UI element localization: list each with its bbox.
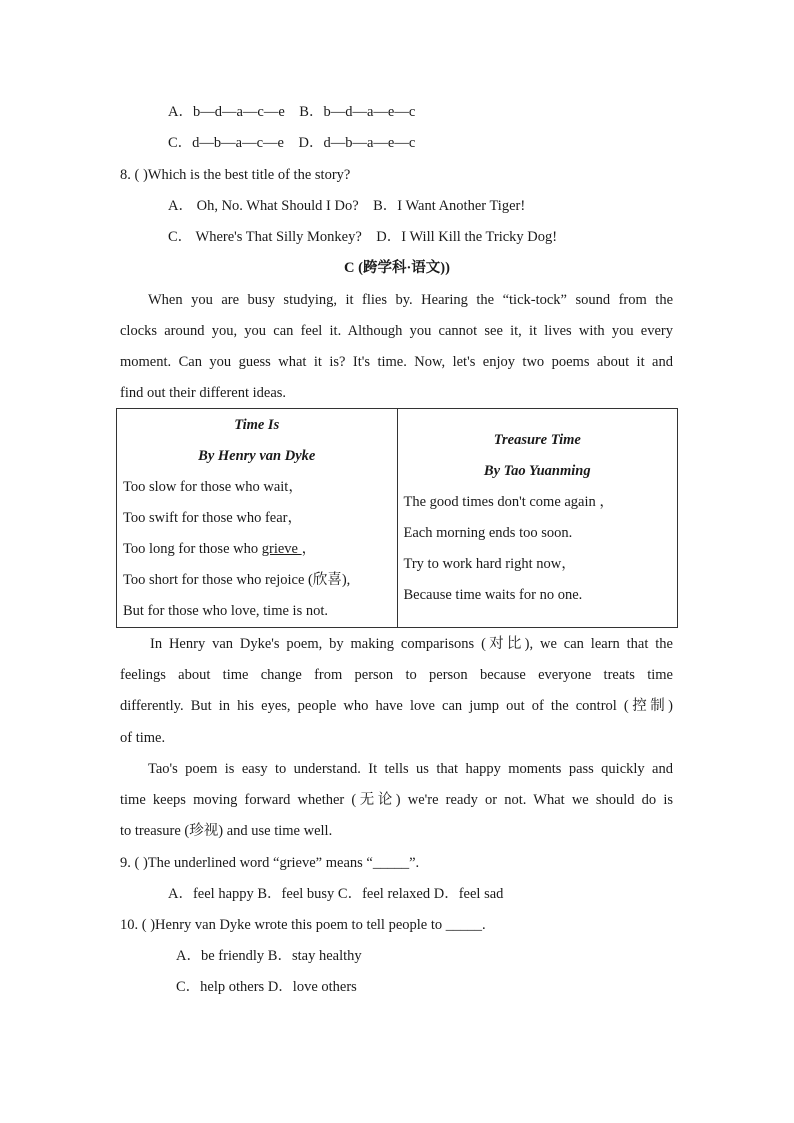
poem-2-line-1: The good times don't come again ，	[403, 494, 614, 510]
poem-2-title: Treasure Time	[493, 432, 581, 448]
q10-options-cd: C．help others D．love others	[176, 979, 357, 995]
poem-time-is	[117, 409, 398, 628]
q7-option-b: B．b—d—a—e—c	[299, 104, 416, 120]
q8-option-row-1	[168, 196, 525, 216]
poem-2-line-2: Each morning ends too soon.	[403, 525, 573, 541]
q7-option-d: D．d—b—a—e—c	[298, 135, 416, 151]
q10-stem: 10. ( )Henry van Dyke wrote this poem to tell people to _____.	[120, 917, 486, 933]
intro-line-4: find out their different ideas.	[120, 385, 287, 401]
poem-treasure-time	[397, 409, 678, 628]
intro-line-2: clocks around you, you can feel it. Although you cannot see it, it lives with you every	[120, 323, 673, 339]
poem-1-line-1: Too slow for those who wait，	[123, 478, 303, 495]
poem-1-line-4: Too short for those who rejoice (欣喜),	[123, 571, 351, 588]
para2-line-2: feelings about time change from person to person because everyone treats time	[120, 667, 673, 683]
poem-1-author: By Henry van Dyke	[198, 447, 316, 464]
q8-option-d: D．I Will Kill the Tricky Dog!	[376, 229, 558, 245]
q8-option-b: B．I Want Another Tiger!	[373, 198, 526, 214]
poem-1-title: Time Is	[234, 416, 280, 433]
para2-line-1: In Henry van Dyke's poem, by making comparisons (对比), we can learn that the	[150, 636, 673, 652]
para3-line-2: time keeps moving forward whether (无论) we're ready or not. What we should do is	[120, 792, 673, 808]
q10-options-ab: A．be friendly B．stay healthy	[176, 948, 362, 964]
para2-line-4: of time.	[120, 730, 166, 746]
para3-line-1: Tao's poem is easy to understand. It tells us that happy moments pass quickly and	[148, 761, 673, 777]
q7-option-c: C．d—b—a—c—e	[168, 135, 284, 151]
para3-line-3: to treasure (珍视) and use time well.	[120, 823, 333, 839]
para2-line-3: differently. But in his eyes, people who have love can jump out of the control (控制)	[120, 698, 673, 714]
q7-option-row-1	[168, 102, 415, 122]
poems-table	[116, 408, 678, 628]
underlined-word-grieve: grieve	[261, 540, 302, 557]
poem-1-line-3-text: Too long for those who	[123, 540, 262, 557]
poem-1-line-2: Too swift for those who fear，	[123, 509, 302, 526]
poem-1-line-5: But for those who love, time is not.	[123, 602, 328, 619]
intro-line-1: When you are busy studying, it flies by. Hearing the “tick-tock” sound from the	[148, 292, 673, 308]
q8-option-row-2	[168, 227, 557, 247]
q7-option-a: A．b—d—a—c—e	[168, 104, 285, 120]
q8-stem: 8. ( )Which is the best title of the story?	[120, 167, 351, 183]
poem-1-line-3	[123, 534, 391, 565]
poem-2-line-4: Because time waits for no one.	[403, 587, 583, 603]
q9-stem: 9. ( )The underlined word “grieve” means “_____”.	[120, 855, 420, 871]
q8-option-a: A． Oh, No. What Should I Do?	[168, 198, 359, 214]
poem-1-line-3-punct: ，	[301, 540, 317, 557]
q7-option-row-2	[168, 133, 415, 153]
poem-2-author: By Tao Yuanming	[483, 463, 591, 479]
q8-option-c: C． Where's That Silly Monkey?	[168, 229, 362, 245]
poem-2-line-3: Try to work hard right now，	[403, 556, 576, 572]
intro-line-3: moment. Can you guess what it is? It's time. Now, let's enjoy two poems about it and	[120, 354, 673, 370]
q9-options: A．feel happy B．feel busy C．feel relaxed D．feel sad	[168, 886, 504, 902]
section-c-title: C (跨学科·语文))	[344, 260, 450, 276]
